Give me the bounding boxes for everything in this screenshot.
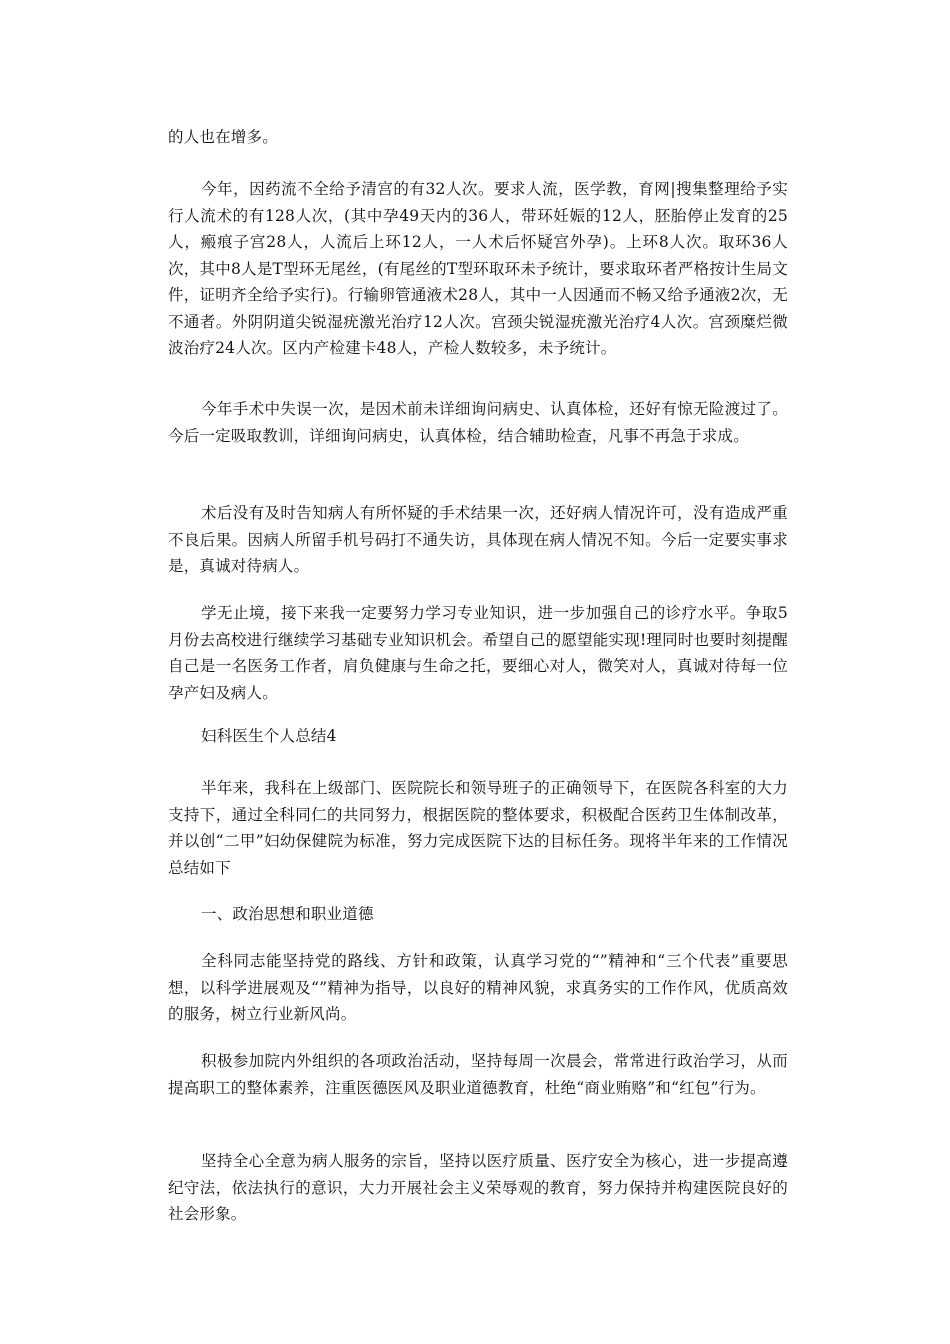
- paragraph-postoperative-notice: 术后没有及时告知病人有所怀疑的手术结果一次，还好病人情况许可，没有造成严重不良后果。因病人所留手机号码打不通失访，具体现在病人情况不知。今后一定要实事求是，真诚对待病人。: [168, 504, 788, 575]
- paragraph-surgical-error: 今年手术中失误一次，是因术前未详细询问病史、认真体检，还好有惊无险渡过了。今后一定吸取教训，详细询问病史，认真体检，结合辅助检查，凡事不再急于求成。: [168, 400, 788, 445]
- paragraph-continuation: 的人也在增多。: [168, 128, 278, 146]
- paragraph-continued-learning: 学无止境，接下来我一定要努力学习专业知识，进一步加强自己的诊疗水平。争取5月份去高校进行继续学习基础专业知识机会。希望自己的愿望能实现!理同时也要时刻提醒自己是一名医务工作者，肩负健康与生命之托，要细心对人，微笑对人，真诚对待每一位孕产妇及病人。: [168, 604, 788, 702]
- paragraph-half-year-intro: 半年来，我科在上级部门、医院院长和领导班子的正确领导下，在医院各科室的大力支持下，通过全科同仁的共同努力，根据医院的整体要求，积极配合医药卫生体制改革，并以创“二甲”妇幼保健院为标准，努力完成医院下达的目标任务。现将半年来的工作情况总结如下: [168, 779, 788, 877]
- paragraph-patient-service: 坚持全心全意为病人服务的宗旨，坚持以医疗质量、医疗安全为核心，进一步提高遵纪守法，依法执行的意识，大力开展社会主义荣辱观的教育，努力保持并构建医院良好的社会形象。: [168, 1152, 788, 1223]
- paragraph-party-line: 全科同志能坚持党的路线、方针和政策，认真学习党的“”精神和“三个代表”重要思想，以科学进展观及“”精神为指导，以良好的精神风貌，求真务实的工作作风，优质高效的服务，树立行业新风尚。: [168, 952, 788, 1023]
- paragraph-surgery-statistics: 今年，因药流不全给予清宫的有32人次。要求人流，医学教，育网|搜集整理给予实行人流术的有128人次，(其中孕49天内的36人，带环妊娠的12人，胚胎停止发育的25人，瘢痕子宫28人，人流后上环12人，一人术后怀疑宫外孕)。上环8人次。取环36人次，其中8人是T型环无尾丝，(有尾丝的T型环取环未予统计，要求取环者严格按计生局文件，证明齐全给予实行)。行输卵管通液术28人，其中一人因通而不畅又给予通液2次，无不通者。外阴阴道尖锐湿疣激光治疗12人次。宫颈尖锐湿疣激光治疗4人次。宫颈糜烂微波治疗24人次。区内产检建卡48人，产检人数较多，未予统计。: [168, 180, 788, 357]
- section-heading-summary-4: 妇科医生个人总结4: [201, 727, 337, 745]
- paragraph-political-activities: 积极参加院内外组织的各项政治活动，坚持每周一次晨会，常常进行政治学习，从而提高职工的整体素养，注重医德医风及职业道德教育，杜绝“商业贿赂”和“红包”行为。: [168, 1052, 788, 1097]
- section-heading-politics-ethics: 一、政治思想和职业道德: [201, 905, 374, 923]
